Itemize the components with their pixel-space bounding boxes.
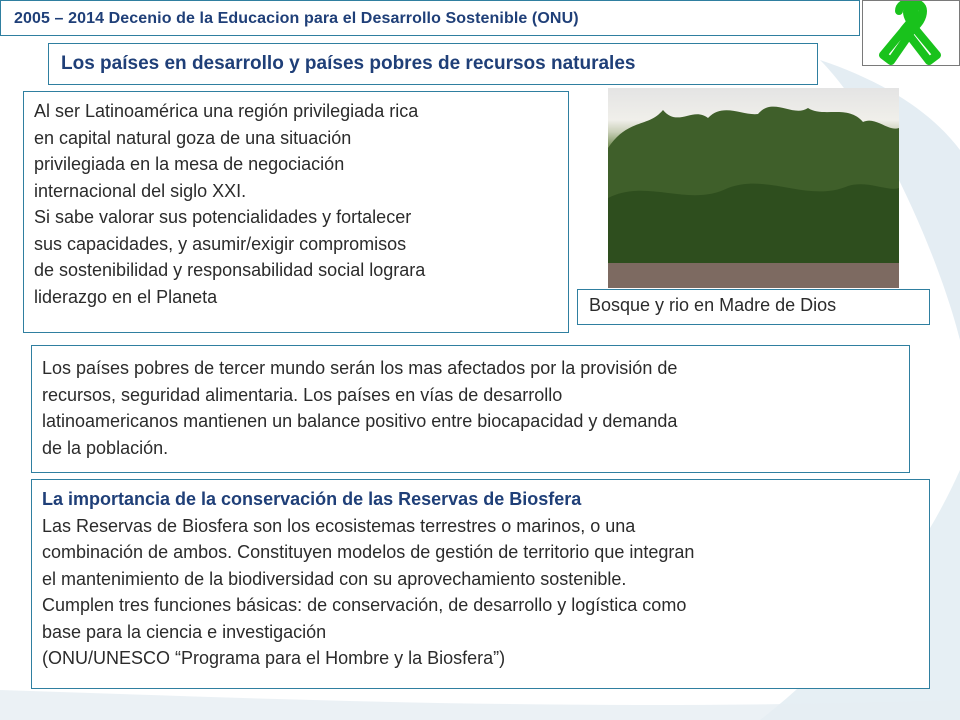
intro-line: internacional del siglo XXI. [34,180,247,201]
biosphere-heading: La importancia de la conservación de las Reservas de Biosfera [42,489,582,509]
header-title: 2005 – 2014 Decenio de la Educacion para el Desarrollo Sostenible (ONU) [14,10,579,27]
slide-subtitle: Los países en desarrollo y países pobres de recursos naturales [61,53,636,74]
photo-caption: Bosque y rio en Madre de Dios [577,289,930,325]
middle-line: recursos, seguridad alimentaria. Los países en vías de desarrollo [42,384,563,405]
biosphere-line: el mantenimiento de la biodiversidad con su aprovechamiento sostenible. [42,568,627,589]
intro-line: Al ser Latinoamérica una región privilegiada rica [34,101,419,121]
forest-river-photo-art [608,88,899,288]
intro-line: en capital natural goza de una situación [34,127,352,148]
intro-text-box [23,91,569,333]
middle-text-box [31,345,910,473]
subtitle-bar [48,43,818,85]
biosphere-line: Cumplen tres funciones básicas: de conservación, de desarrollo y logística como [42,595,687,615]
biosphere-line: Las Reservas de Biosfera son los ecosistemas terrestres o marinos, o una [42,515,636,536]
logo-box [862,0,960,66]
green-ribbon-icon [863,1,959,65]
middle-line: latinoamericanos mantienen un balance positivo entre biocapacidad y demanda [42,411,678,431]
biosphere-line: (ONU/UNESCO “Programa para el Hombre y la Biosfera”) [42,648,506,668]
intro-line: de sostenibilidad y responsabilidad social lograra [34,260,426,280]
intro-line: sus capacidades, y asumir/exigir compromisos [34,233,407,254]
biosphere-line: combinación de ambos. Constituyen modelos de gestión de territorio que integran [42,542,695,562]
header-bar [0,0,860,36]
intro-line: privilegiada en la mesa de negociación [34,154,345,174]
intro-line: liderazgo en el Planeta [34,286,218,307]
intro-line: Si sabe valorar sus potencialidades y fortalecer [34,207,412,227]
biosphere-text-box [31,479,930,689]
biosphere-line: base para la ciencia e investigación [42,621,327,642]
middle-line: de la población. [42,437,169,458]
forest-river-photo [608,88,899,288]
middle-line: Los países pobres de tercer mundo serán los mas afectados por la provisión de [42,358,678,378]
